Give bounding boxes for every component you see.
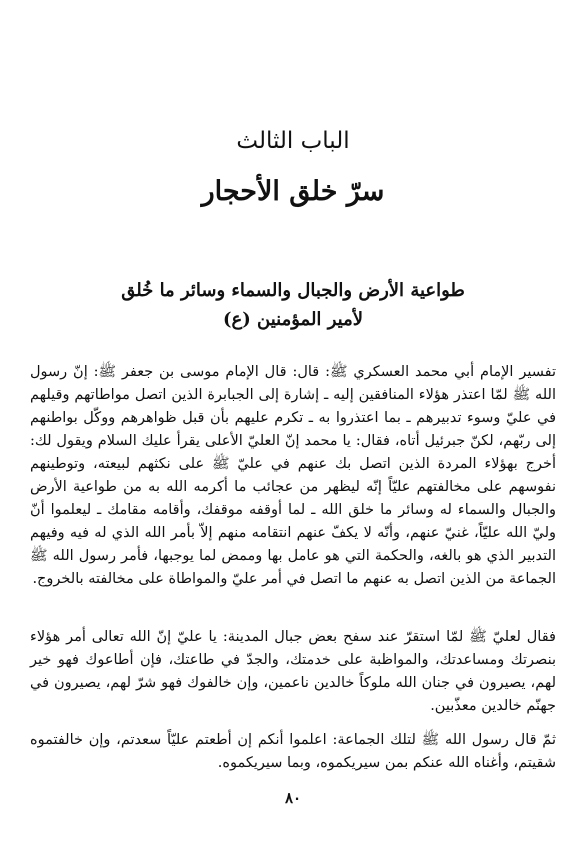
chapter-title: سرّ خلق الأحجار — [201, 176, 385, 207]
section-heading-line-2: لأمير المؤمنين (ع) — [223, 309, 363, 330]
section-heading-line-1: طواعية الأرض والجبال والسماء وسائر ما خُلق — [121, 280, 465, 301]
section-heading — [60, 276, 526, 334]
body-paragraph: تفسير الإمام أبي محمد العسكري ﷺ: قال: قال الإمام موسى بن جعفر ﷺ: إنّ رسول الله ﷺ لمّا اعتذر هؤلاء المنافقين إليه ـ إشارة إلى الجبابرة الذين اتصل مواطاتهم وقيلهم في عليّ وسوء تدبيرهم ـ بما اعتذروا به ـ تكرم عليهم بأن قبل ظواهرهم ووكّل بواطنهم إلى ربّهم، لكنّ جبرئيل أتاه، فقال: يا محمد إنّ العليّ الأعلى يقرأ عليك السلام ويقول لك: أخرج بهؤلاء المردة الذين اتصل بك عنهم في عليّ ﷺ على نكثهم لبيعته، وتوطينهم نفوسهم على مخالفتهم عليّاً إنّه ليظهر من عجائب ما أكرمه الله به من طواعية الأرض والجبال والسماء له وسائر ما خلق الله ـ لما أوقفه موقفك، وأقامه مقامك ـ ليعلموا أنّ وليّ الله عليّاً، غنيّ عنهم، وأنّه لا يكفّ عنهم انتقامه منهم إلاّ بأمر الله الذي له فيه وفيهم التدبير الذي هو بالغه، والحكمة التي هو عامل بها وممض لما يوجبها، فأمر رسول الله ﷺ الجماعة من الذين اتصل به عنهم ما اتصل في أمر عليّ والمواطاة على مخالفته بالخروج. — [30, 363, 556, 587]
body-paragraph: ثمّ قال رسول الله ﷺ لتلك الجماعة: اعلموا أنكم إن أطعتم عليّاً سعدتم، وإن خالفتموه شقيتم، وأغناه الله عنكم بمن سيريكموه، وبما سيريكموه. — [30, 731, 556, 771]
body-paragraph: فقال لعليّ ﷺ لمّا استقرّ عند سفح بعض جبال المدينة: يا عليّ إنّ الله تعالى أمر هؤلاء بنصرتك ومساعدتك، والمواظبة على خدمتك، والجدّ في طاعتك، فإن أطاعوك فهو خير لهم، يصيرون في جنان الله ملوكاً خالدين ناعمين، وإن خالفوك فهو شرّ لهم، يصيرون في جهنّم خالدين معذّبين. — [30, 628, 556, 714]
page-number: ٨٠ — [284, 789, 302, 807]
chapter-heading: الباب الثالث — [236, 128, 350, 154]
